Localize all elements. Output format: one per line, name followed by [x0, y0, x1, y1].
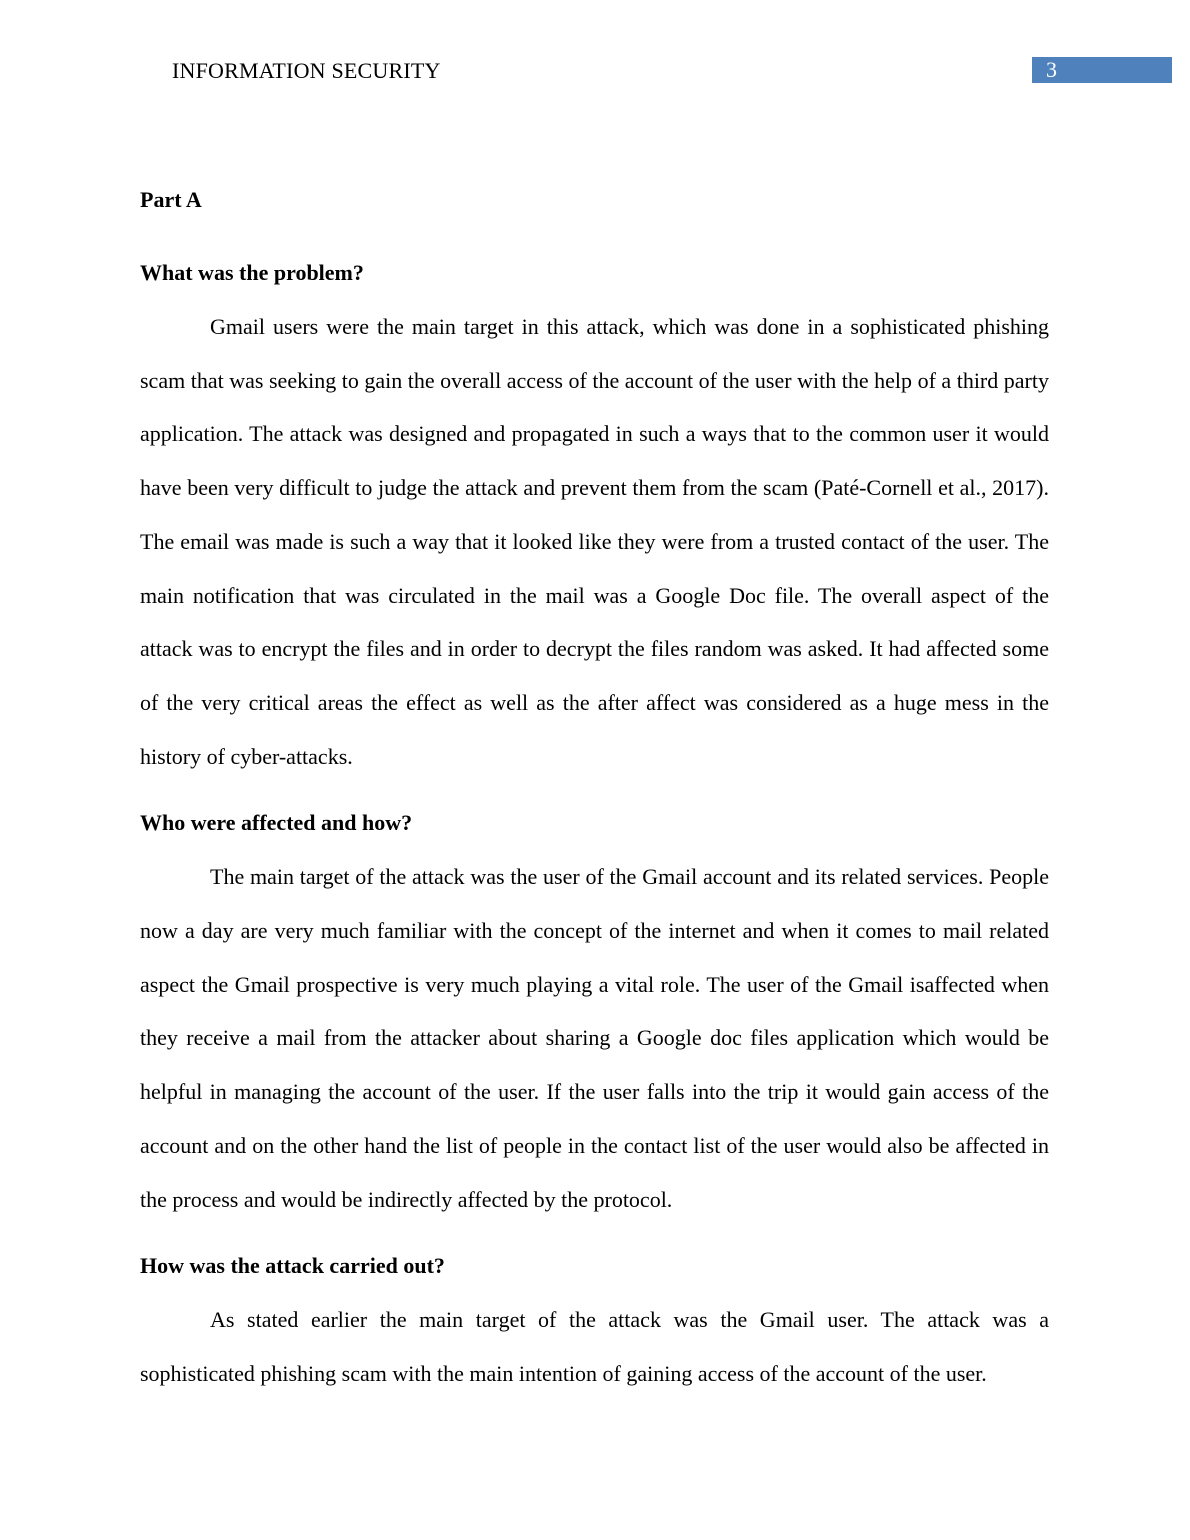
section-problem [140, 253, 1049, 783]
section-heading: How was the attack carried out? [140, 1253, 445, 1279]
page-number-badge: 3 [1032, 57, 1172, 83]
section-heading: What was the problem? [140, 260, 364, 285]
section-affected [140, 803, 1049, 1226]
section-attack-method [140, 1246, 1049, 1400]
part-title: Part A [140, 187, 202, 212]
document-body [140, 180, 1049, 1401]
section-paragraph: Gmail users were the main target in this attack, which was done in a sophisticated phishing scam that was seeking to gain the overall access of the account of the user with the help of a third party application. The attack was designed and propagated in such a ways that to the common user it would have been very difficult to judge the attack and prevent them from the scam (Paté-Cornell et al., 2017). The email was made is such a way that it looked like they were from a trusted contact of the user. The main notification that was circulated in the mail was a Google Doc file. The overall aspect of the attack was to encrypt the files and in order to decrypt the files random was asked. It had affected some of the very critical areas the effect as well as the after affect was considered as a huge mess in the history of cyber-attacks. [140, 314, 1049, 769]
section-paragraph: The main target of the attack was the user of the Gmail account and its related services. People now a day are very much familiar with the concept of the internet and when it comes to mail related aspect the Gmail prospective is very much playing a vital role. The user of the Gmail isaffected when they receive a mail from the attacker about sharing a Google doc files application which would be helpful in managing the account of the user. If the user falls into the trip it would gain access of the account and on the other hand the list of people in the contact list of the user would also be affected in the process and would be indirectly affected by the protocol. [140, 864, 1049, 1212]
running-head-title: INFORMATION SECURITY [172, 58, 441, 83]
section-paragraph: As stated earlier the main target of the attack was the Gmail user. The attack was a sophisticated phishing scam with the main intention of gaining access of the account of the user. [140, 1307, 1049, 1386]
section-heading: Who were affected and how? [140, 810, 413, 836]
